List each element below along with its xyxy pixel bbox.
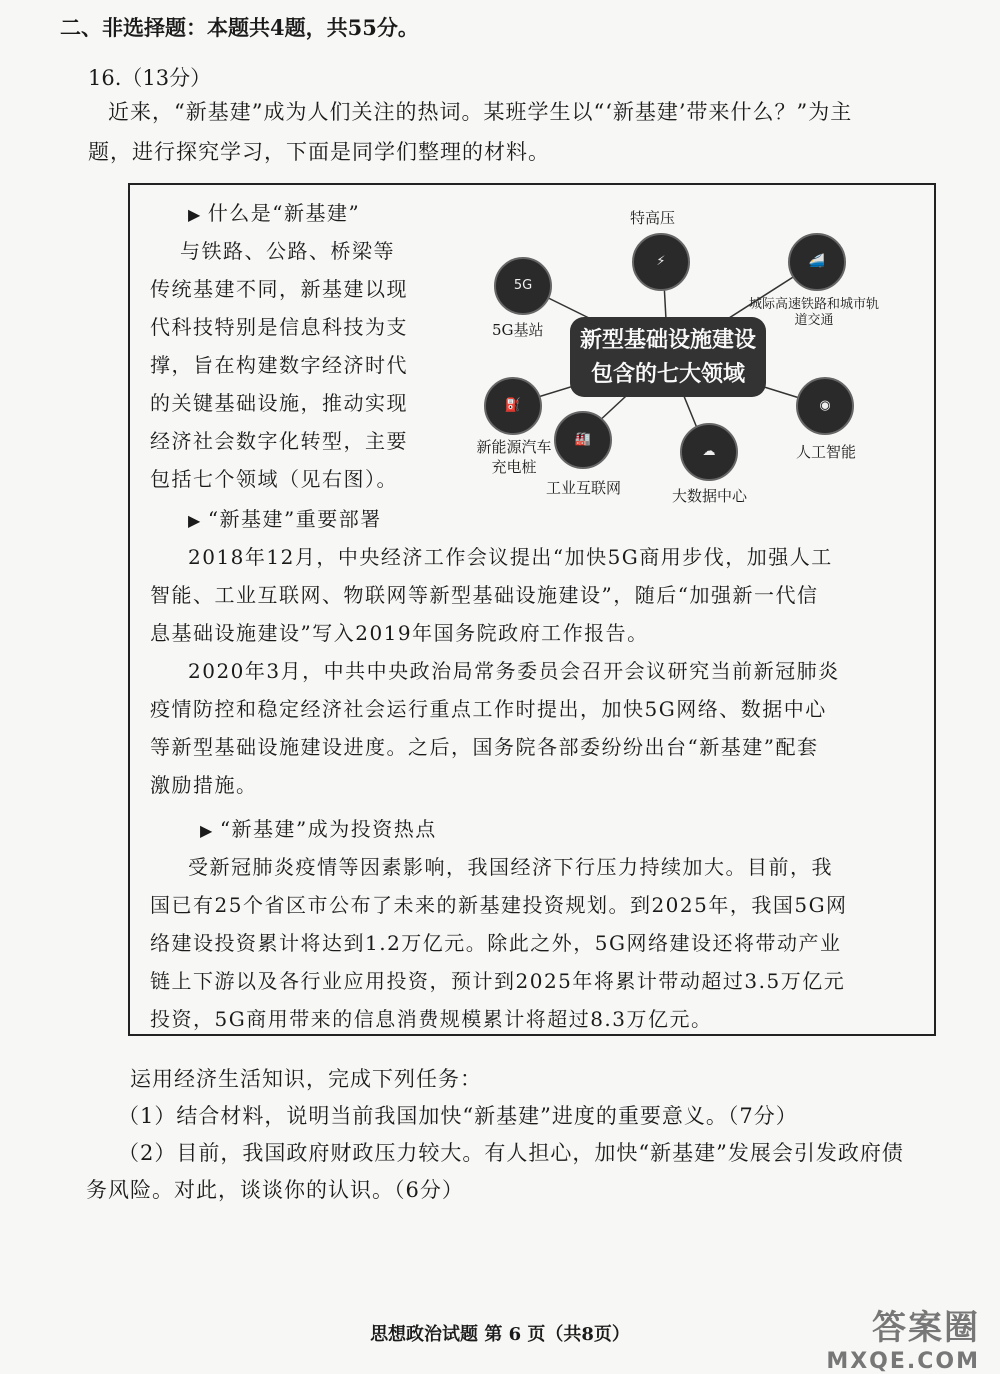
node-label-big-data: 大数据中心 <box>672 487 748 505</box>
triangle-bullet-icon: ▶ <box>188 205 202 224</box>
heading-deployment-text: “新基建”重要部署 <box>207 507 382 531</box>
factory-icon: 🏭 <box>554 411 612 469</box>
train-icon: 🚄 <box>788 233 846 291</box>
heading-investment-text: “新基建”成为投资热点 <box>219 817 437 841</box>
heading-deployment <box>188 503 382 532</box>
node-label-uhv: 特高压 <box>630 209 676 227</box>
para1-line: 经济社会数字化转型，主要 <box>150 429 408 453</box>
para4-line: 国已有25个省区市公布了未来的新基建投资规划。到2025年，我国5G网 <box>150 893 848 917</box>
para1-line: 包括七个领域（见右图）。 <box>150 467 398 491</box>
task-2-line-1: （2）目前，我国政府财政压力较大。有人担心，加快“新基建”发展会引发政府债 <box>118 1141 904 1165</box>
heading-what-is-text: 什么是“新基建” <box>207 201 361 225</box>
page-footer: 思想政治试题 第 6 页（共8页） <box>370 1324 630 1345</box>
cloud-icon: ☁ <box>680 423 738 481</box>
center-title-line: 新型基础设施建设 <box>579 327 756 353</box>
heading-what-is <box>188 197 360 226</box>
para2-line: 智能、工业互联网、物联网等新型基础设施建设”，随后“加强新一代信 <box>150 583 819 607</box>
charging-pile-icon: ⛽ <box>484 377 542 435</box>
ai-head-icon: ◉ <box>796 377 854 435</box>
diagram-center-title <box>570 317 766 397</box>
para3-line: 激励措施。 <box>150 773 258 797</box>
material-box <box>128 183 936 1036</box>
section-title: 二、非选择题：本题共4题，共55分。 <box>60 15 419 40</box>
question-number: 16.（13分） <box>88 66 212 90</box>
task-2-line-2: 务风险。对此，谈谈你的认识。（6分） <box>86 1178 464 1202</box>
para1-line: 代科技特别是信息科技为支 <box>150 315 408 339</box>
para3-line: 等新型基础设施建设进度。之后，国务院各部委纷纷出台“新基建”配套 <box>150 735 819 759</box>
triangle-bullet-icon: ▶ <box>188 511 202 530</box>
para4-line: 受新冠肺炎疫情等因素影响，我国经济下行压力持续加大。目前，我 <box>188 855 833 879</box>
para4-line: 投资，5G商用带来的信息消费规模累计将超过8.3万亿元。 <box>150 1007 713 1031</box>
para1-line: 传统基建不同，新基建以现 <box>150 277 408 301</box>
center-title-line: 包含的七大领域 <box>590 361 745 387</box>
task-prompt: 运用经济生活知识，完成下列任务： <box>130 1067 482 1091</box>
para1-line: 与铁路、公路、桥梁等 <box>180 239 395 263</box>
para3-line: 疫情防控和稳定经济社会运行重点工作时提出，加快5G网络、数据中心 <box>150 697 827 721</box>
power-tower-icon: ⚡ <box>632 233 690 291</box>
para4-line: 链上下游以及各行业应用投资，预计到2025年将累计带动超过3.5万亿元 <box>150 969 846 993</box>
heading-investment <box>200 813 437 842</box>
intro-line-2: 题，进行探究学习，下面是同学们整理的材料。 <box>88 140 550 164</box>
watermark-top: 答案圈 <box>872 1308 980 1348</box>
triangle-bullet-icon: ▶ <box>200 821 214 840</box>
intro-line-1: 近来，“新基建”成为人们关注的热词。某班学生以“‘新基建’带来什么？”为主 <box>108 100 853 124</box>
node-label-rail: 城际高速铁路和城市轨道交通 <box>748 297 879 328</box>
node-label-charging: 新能源汽车充电桩 <box>476 438 552 476</box>
task-1: （1）结合材料，说明当前我国加快“新基建”进度的重要意义。（7分） <box>118 1104 798 1128</box>
para2-line: 息基础设施建设”写入2019年国务院政府工作报告。 <box>150 621 649 645</box>
para2-line: 2018年12月，中央经济工作会议提出“加快5G商用步伐，加强人工 <box>188 545 833 569</box>
node-label-5g: 5G基站 <box>492 321 544 339</box>
5g-icon: 5G <box>494 257 552 315</box>
para1-line: 撑，旨在构建数字经济时代 <box>150 353 408 377</box>
node-label-industrial-internet: 工业互联网 <box>546 479 622 497</box>
watermark-bottom: MXQE.COM <box>826 1349 980 1374</box>
node-label-ai: 人工智能 <box>796 443 857 461</box>
para1-line: 的关键基础设施，推动实现 <box>150 391 408 415</box>
seven-fields-diagram <box>476 205 902 505</box>
para3-line: 2020年3月，中共中央政治局常务委员会召开会议研究当前新冠肺炎 <box>188 659 840 683</box>
para4-line: 络建设投资累计将达到1.2万亿元。除此之外，5G网络建设还将带动产业 <box>150 931 842 955</box>
